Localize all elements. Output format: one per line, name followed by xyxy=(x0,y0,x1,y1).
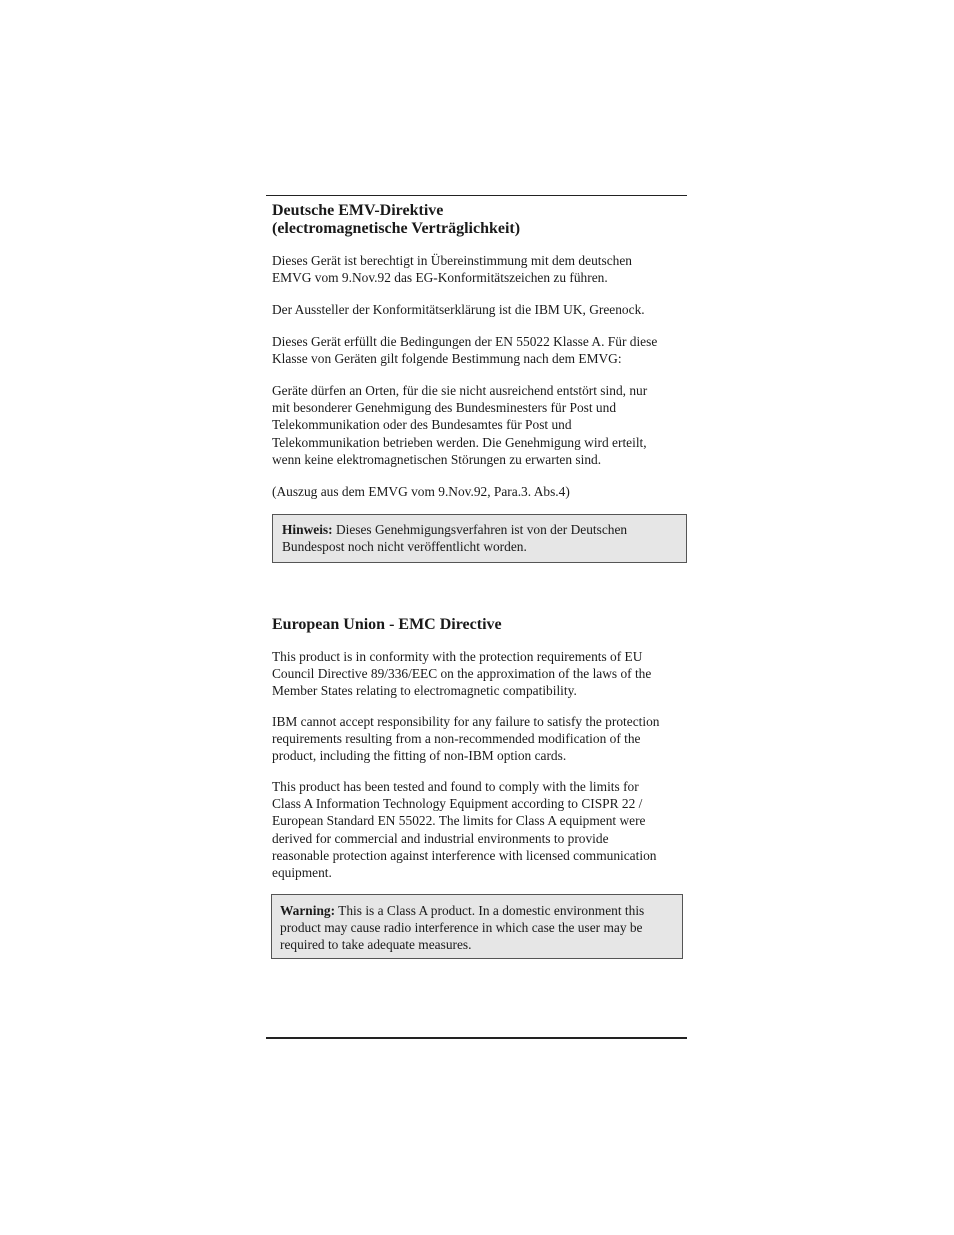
text-line: European Standard EN 55022. The limits for Class A equipment were xyxy=(272,813,646,829)
text-line: Council Directive 89/336/EEC on the approximation of the laws of the xyxy=(272,666,652,682)
german-paragraph-4 xyxy=(272,382,692,468)
eu-paragraph-3 xyxy=(272,778,692,881)
text-line: Klasse von Geräten gilt folgende Bestimmung nach dem EMVG: xyxy=(272,351,622,367)
warning-line: required to take adequate measures. xyxy=(280,937,472,953)
text-line: This product is in conformity with the protection requirements of EU xyxy=(272,649,643,664)
text-line: (Auszug aus dem EMVG vom 9.Nov.92, Para.3. Abs.4) xyxy=(272,484,570,499)
german-paragraph-3 xyxy=(272,333,692,367)
text-line: wenn keine elektromagnetischen Störungen zu erwarten sind. xyxy=(272,451,602,467)
german-section-heading xyxy=(272,202,687,238)
warning-text: This is a Class A product. In a domestic environment this xyxy=(335,903,645,918)
text-line: EMVG vom 9.Nov.92 das EG-Konformitätszeichen zu führen. xyxy=(272,270,608,286)
text-line: Telekommunikation betrieben werden. Die Genehmigung wird erteilt, xyxy=(272,434,647,450)
note-label: Hinweis: xyxy=(282,522,333,537)
text-line: reasonable protection against interference with licensed communication xyxy=(272,847,657,863)
eu-section-heading xyxy=(272,616,687,634)
warning-line xyxy=(280,902,674,919)
text-line: Dieses Gerät ist berechtigt in Übereinstimmung mit dem deutschen xyxy=(272,253,632,268)
heading-line: (electromagnetische Verträglichkeit) xyxy=(272,220,521,237)
text-line: equipment. xyxy=(272,865,332,881)
text-line: mit besonderer Genehmigung des Bundesminesters für Post und xyxy=(272,400,617,416)
german-paragraph-1 xyxy=(272,252,692,286)
note-line: Bundespost noch nicht veröffentlicht worden. xyxy=(282,539,527,555)
warning-note-box xyxy=(271,894,683,959)
text-line: requirements resulting from a non-recommended modification of the xyxy=(272,731,641,747)
text-line: Member States relating to electromagnetic compatibility. xyxy=(272,683,577,699)
warning-line: product may cause radio interference in which case the user may be xyxy=(280,920,643,936)
eu-paragraph-1 xyxy=(272,648,692,700)
warning-label: Warning: xyxy=(280,903,336,918)
text-line: Geräte dürfen an Orten, für die sie nicht ausreichend entstört sind, nur xyxy=(272,383,648,398)
text-line: Dieses Gerät erfüllt die Bedingungen der EN 55022 Klasse A. Für diese xyxy=(272,334,658,349)
text-line: Der Aussteller der Konformitätserklärung ist die IBM UK, Greenock. xyxy=(272,302,645,317)
note-line xyxy=(282,521,677,538)
text-line: Telekommunikation oder des Bundesamtes für Post und xyxy=(272,417,572,433)
text-line: IBM cannot accept responsibility for any failure to satisfy the protection xyxy=(272,714,660,729)
text-line: derived for commercial and industrial environments to provide xyxy=(272,830,609,846)
text-line: This product has been tested and found to comply with the limits for xyxy=(272,779,639,794)
german-paragraph-2 xyxy=(272,301,692,318)
top-rule xyxy=(266,195,687,196)
heading-line: European Union - EMC Directive xyxy=(272,616,502,633)
text-line: product, including the fitting of non-IBM option cards. xyxy=(272,748,567,764)
note-text: Dieses Genehmigungsverfahren ist von der Deutschen xyxy=(332,522,628,537)
eu-paragraph-2 xyxy=(272,713,692,765)
hinweis-note-box xyxy=(272,514,687,563)
heading-line: Deutsche EMV-Direktive xyxy=(272,202,444,219)
german-paragraph-5 xyxy=(272,483,692,500)
text-line: Class A Information Technology Equipment according to CISPR 22 / xyxy=(272,796,643,812)
bottom-rule xyxy=(266,1037,687,1039)
